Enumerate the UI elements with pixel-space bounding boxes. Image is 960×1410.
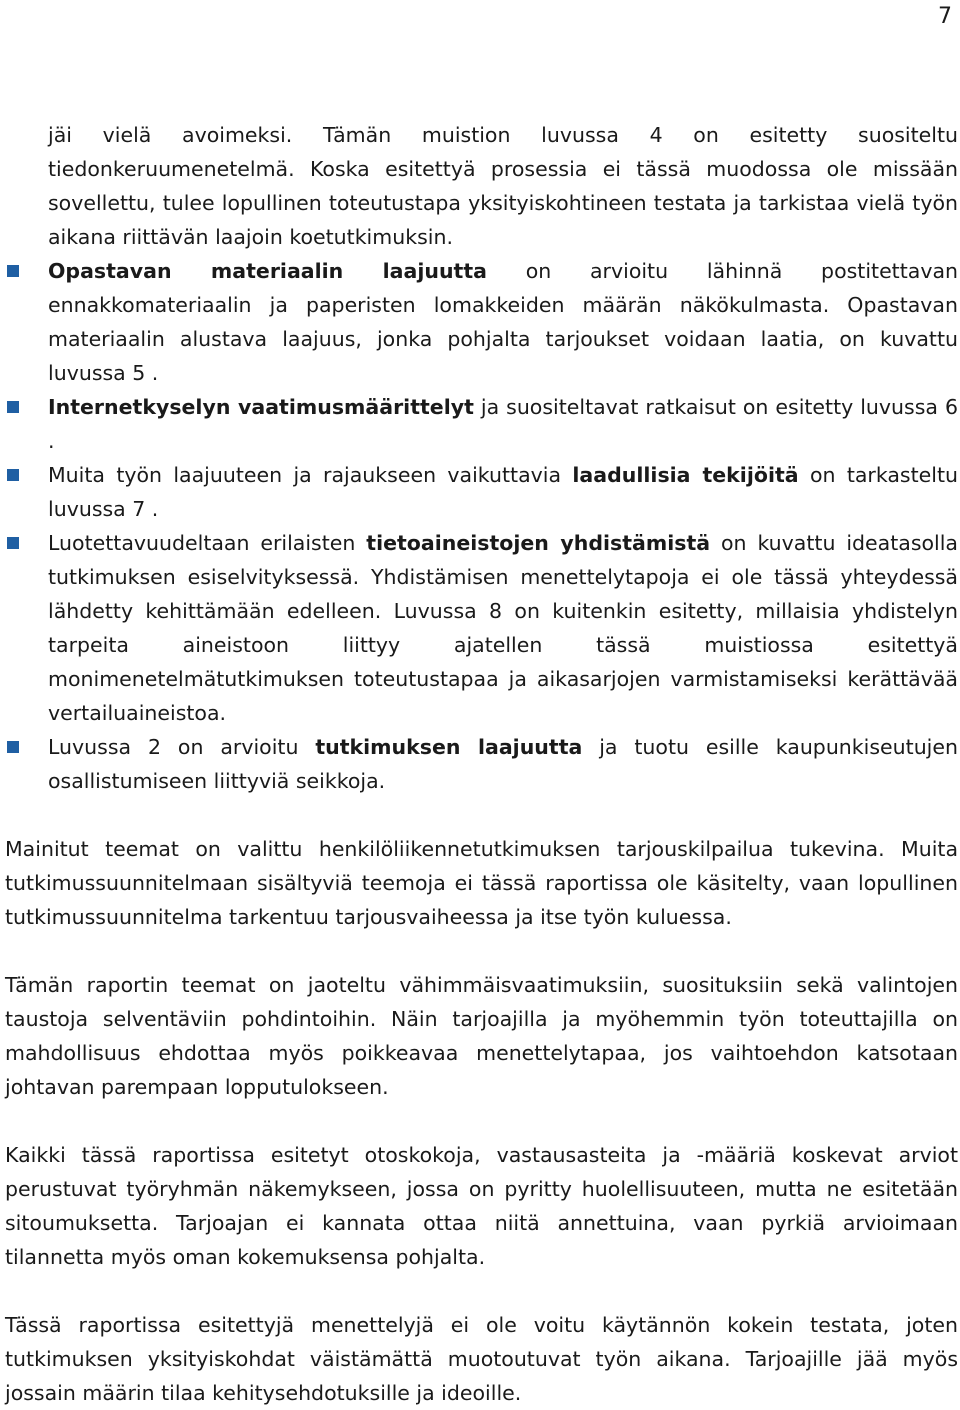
- list-item: [5, 254, 958, 390]
- square-bullet-icon: [7, 401, 19, 413]
- body-paragraph: Tässä raportissa esitettyjä menettelyjä ei ole voitu käytännön kokein testata, joten tutkimuksen yksityiskohdat väistämättä muotoutuvat työn aikana. Tarjoajille jää myös jossain määrin tilaa kehitysehdotuksille ja ideoille.: [5, 1313, 958, 1405]
- square-bullet-icon: [7, 537, 19, 549]
- list-item: [5, 458, 958, 526]
- bullet-text-before: Muita työn laajuuteen ja rajaukseen vaikuttavia: [48, 463, 573, 487]
- bullet-text-bold: Internetkyselyn vaatimusmäärittelyt: [48, 395, 474, 419]
- square-bullet-icon: [7, 741, 19, 753]
- bullet-text-after: on arvioitu lähinnä postitettavan ennakkomateriaalin ja paperisten lomakkeiden määrän näkökulmasta. Opastavan materiaalin alustava laajuus, jonka pohjalta tarjoukset voidaan laatia, on kuvattu luvussa 5 .: [48, 259, 959, 385]
- bullet-text-bold: laadullisia tekijöitä: [572, 463, 799, 487]
- square-bullet-icon: [7, 469, 19, 481]
- body-paragraph: Kaikki tässä raportissa esitetyt otoskokoja, vastausasteita ja -määriä koskevat arviot perustuvat työryhmän näkemykseen, jossa on pyritty huolellisuuteen, mutta ne esitetään sitoumuksetta. Tarjoajan ei kannata ottaa niitä annettuina, vaan pyrkiä arvioimaan tilannetta myös oman kokemuksensa pohjalta.: [5, 1143, 958, 1269]
- page-number: 7: [938, 4, 952, 29]
- bullet-text-after: on tarkasteltu luvussa 7 .: [48, 463, 958, 521]
- bullet-text-after: ja tuotu esille kaupunkiseutujen osallistumiseen liittyviä seikkoja.: [48, 735, 958, 793]
- square-bullet-icon: [7, 265, 19, 277]
- bullet-text-before: Luotettavuudeltaan erilaisten: [48, 531, 367, 555]
- body-paragraph: Mainitut teemat on valittu henkilöliikennetutkimuksen tarjouskilpailua tukevina. Muita tutkimussuunnitelmaan sisältyviä teemoja ei tässä raportissa ole käsitelty, vaan lopullinen tutkimussuunnitelma tarkentuu tarjousvaiheessa ja itse työn kuluessa.: [5, 837, 958, 929]
- bullet-text-bold: Opastavan materiaalin laajuutta: [48, 259, 487, 283]
- list-item: [5, 730, 958, 798]
- bullet-text-before: Luvussa 2 on arvioitu: [48, 735, 316, 759]
- bullet-text-after: on kuvattu ideatasolla tutkimuksen esiselvityksessä. Yhdistämisen menettelytapoja ei ole tässä yhteydessä lähdetty kehittämään edelleen. Luvussa 8 on kuitenkin esitetty, millaisia yhdistelyn tarpeita aineistoon liittyy ajatellen tässä muistiossa esitettyä monimenetelmätutkimuksen toteutustapaa ja aikasarjojen varmistamiseksi kerättävää vertailuaineistoa.: [48, 531, 958, 725]
- bullet-list: [5, 254, 958, 798]
- bullet-text-bold: tietoaineistojen yhdistämistä: [366, 531, 711, 555]
- bullet-text-bold: tutkimuksen laajuutta: [315, 735, 583, 759]
- list-item: [5, 526, 958, 730]
- list-item: [5, 390, 958, 458]
- body-paragraph: Tämän raportin teemat on jaoteltu vähimmäisvaatimuksiin, suosituksiin sekä valintojen taustoja selventäviin pohdintoihin. Näin tarjoajilla ja myöhemmin työn toteuttajilla on mahdollisuus ehdottaa myös poikkeavaa menettelytapaa, jos vaihtoehdon katsotaan johtavan parempaan lopputulokseen.: [5, 973, 958, 1099]
- bullet-text-after: ja suositeltavat ratkaisut on esitetty luvussa 6 .: [48, 395, 958, 453]
- intro-paragraph: jäi vielä avoimeksi. Tämän muistion luvussa 4 on esitetty suositeltu tiedonkeruumenetelmä. Koska esitettyä prosessia ei tässä muodossa ole missään sovellettu, tulee lopullinen toteutustapa yksityiskohtineen testata ja tarkistaa vielä työn aikana riittävän laajoin koetutkimuksin.: [48, 123, 958, 249]
- document-body: [5, 118, 958, 1410]
